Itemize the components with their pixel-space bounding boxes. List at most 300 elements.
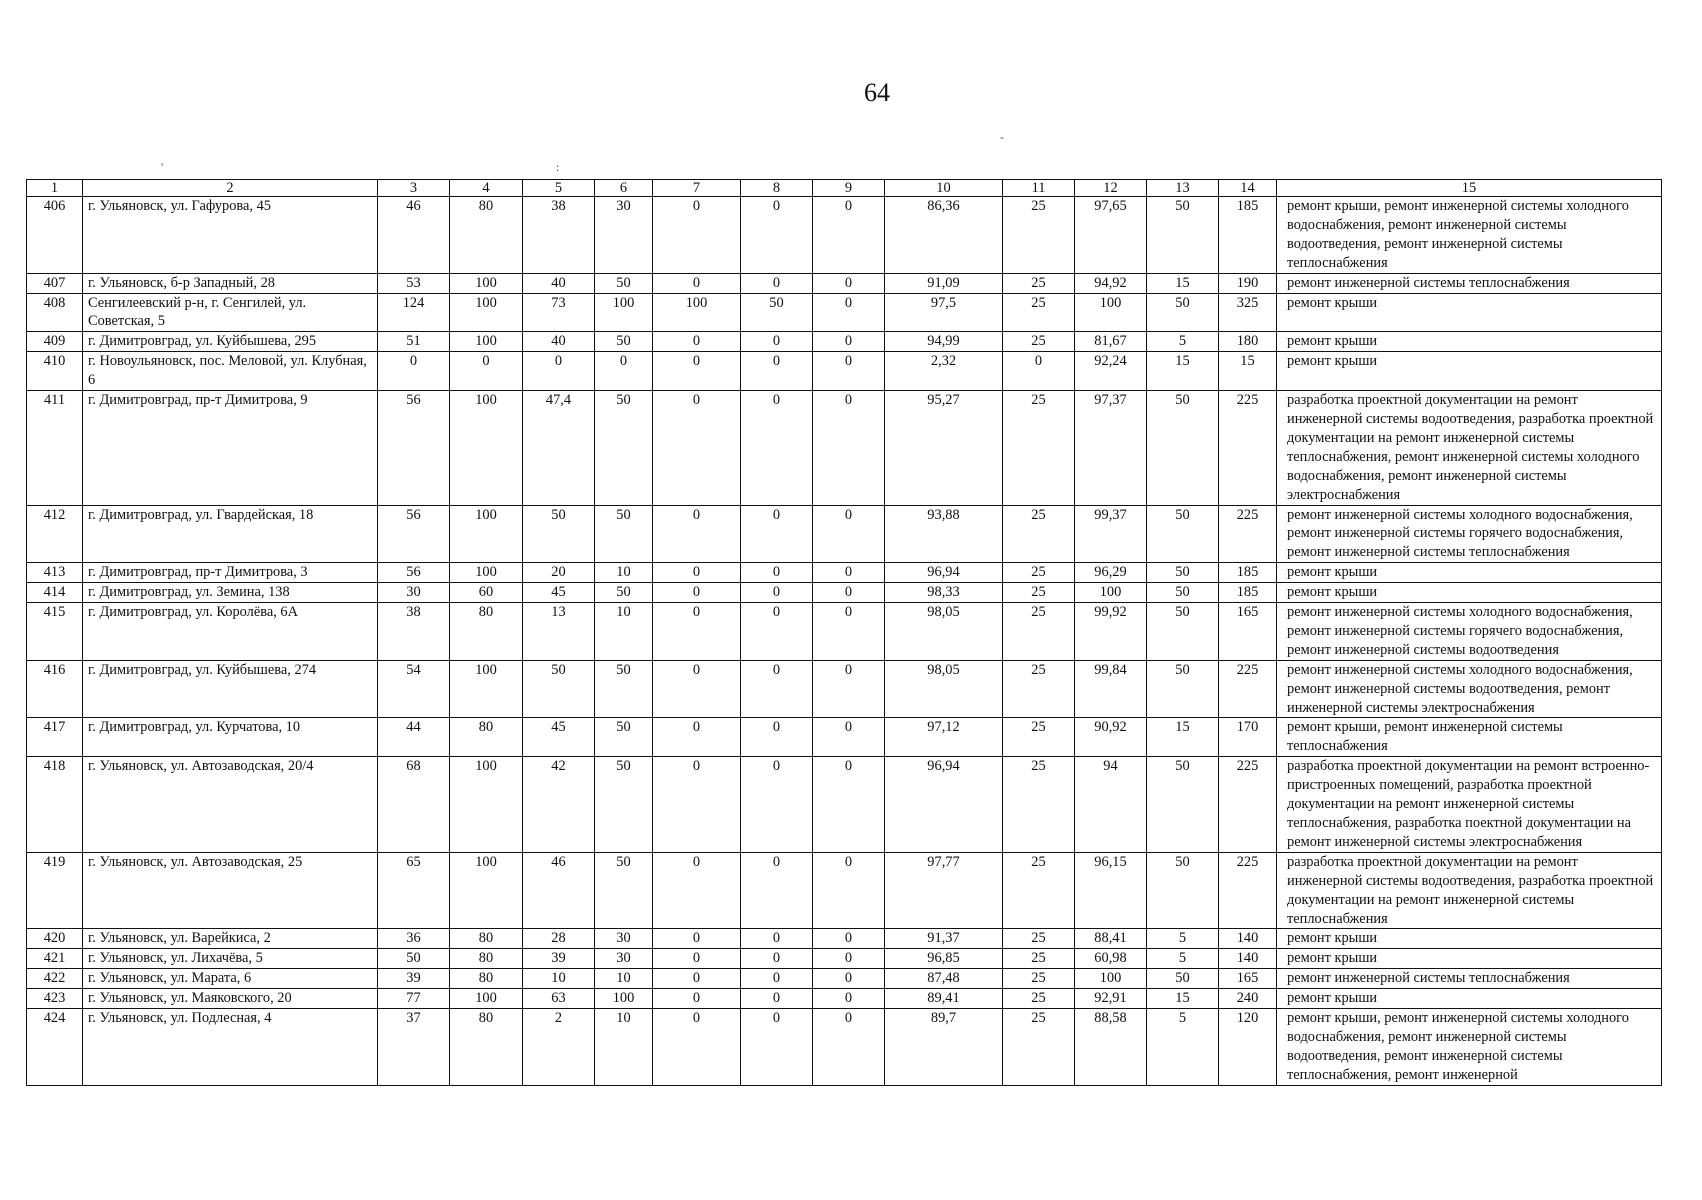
value-cell: 185 [1219,197,1277,274]
value-cell: 50 [1147,391,1219,505]
value-cell: 88,41 [1075,929,1147,949]
address-cell: г. Новоульяновск, пос. Меловой, ул. Клубная, 6 [83,352,378,391]
value-cell: 0 [653,563,741,583]
value-cell: 80 [450,718,523,757]
address-cell: г. Ульяновск, ул. Автозаводская, 20/4 [83,757,378,853]
value-cell: 96,29 [1075,563,1147,583]
value-cell: 56 [378,391,450,505]
value-cell: 81,67 [1075,332,1147,352]
table-row [27,505,1662,563]
value-cell: 0 [813,929,885,949]
value-cell: 25 [1003,273,1075,293]
value-cell: 2 [523,1009,595,1086]
value-cell: 0 [741,197,813,274]
value-cell: 50 [1147,293,1219,332]
value-cell: 100 [450,273,523,293]
value-cell: 5 [1147,949,1219,969]
value-cell: 80 [450,603,523,661]
value-cell: 28 [523,929,595,949]
row-number-cell: 415 [27,603,83,661]
value-cell: 0 [813,852,885,929]
table-header [27,180,1662,197]
row-number-cell: 411 [27,391,83,505]
value-cell: 97,12 [885,718,1003,757]
works-cell: ремонт крыши, ремонт инженерной системы теплоснабжения [1277,718,1662,757]
value-cell: 0 [741,332,813,352]
works-cell: ремонт инженерной системы теплоснабжения [1277,969,1662,989]
value-cell: 95,27 [885,391,1003,505]
value-cell: 0 [741,757,813,853]
address-cell: г. Ульяновск, ул. Марата, 6 [83,969,378,989]
value-cell: 56 [378,505,450,563]
value-cell: 50 [1147,660,1219,718]
value-cell: 87,48 [885,969,1003,989]
works-cell: ремонт крыши [1277,332,1662,352]
row-number-cell: 414 [27,583,83,603]
value-cell: 94,99 [885,332,1003,352]
value-cell: 190 [1219,273,1277,293]
value-cell: 50 [595,757,653,853]
address-cell: г. Димитровград, ул. Гвардейская, 18 [83,505,378,563]
scan-speck: : [556,160,560,174]
value-cell: 10 [595,563,653,583]
address-cell: г. Димитровград, пр-т Димитрова, 9 [83,391,378,505]
value-cell: 0 [741,391,813,505]
value-cell: 50 [595,852,653,929]
table-row [27,718,1662,757]
value-cell: 225 [1219,505,1277,563]
value-cell: 96,94 [885,757,1003,853]
value-cell: 50 [1147,757,1219,853]
value-cell: 25 [1003,1009,1075,1086]
value-cell: 56 [378,563,450,583]
value-cell: 97,5 [885,293,1003,332]
value-cell: 92,91 [1075,989,1147,1009]
address-cell: г. Димитровград, ул. Курчатова, 10 [83,718,378,757]
value-cell: 0 [741,660,813,718]
value-cell: 25 [1003,603,1075,661]
value-cell: 240 [1219,989,1277,1009]
value-cell: 25 [1003,660,1075,718]
works-cell: ремонт инженерной системы холодного водоснабжения, ремонт инженерной системы горячего водоснабжения, ремонт инженерной системы теплоснабжения [1277,505,1662,563]
value-cell: 124 [378,293,450,332]
value-cell: 0 [653,332,741,352]
value-cell: 37 [378,1009,450,1086]
value-cell: 0 [653,949,741,969]
value-cell: 63 [523,989,595,1009]
value-cell: 96,15 [1075,852,1147,929]
value-cell: 25 [1003,989,1075,1009]
address-cell: г. Димитровград, ул. Куйбышева, 274 [83,660,378,718]
value-cell: 0 [653,757,741,853]
value-cell: 0 [741,718,813,757]
value-cell: 10 [595,603,653,661]
value-cell: 100 [450,391,523,505]
value-cell: 25 [1003,391,1075,505]
value-cell: 0 [653,969,741,989]
value-cell: 100 [450,852,523,929]
row-number-cell: 419 [27,852,83,929]
value-cell: 0 [741,969,813,989]
value-cell: 86,36 [885,197,1003,274]
row-number-cell: 416 [27,660,83,718]
value-cell: 0 [741,273,813,293]
value-cell: 36 [378,929,450,949]
value-cell: 0 [741,852,813,929]
value-cell: 42 [523,757,595,853]
value-cell: 100 [595,989,653,1009]
table-row [27,563,1662,583]
table-row [27,273,1662,293]
value-cell: 0 [813,352,885,391]
value-cell: 0 [741,352,813,391]
value-cell: 50 [1147,197,1219,274]
column-header: 12 [1075,180,1147,197]
value-cell: 10 [595,1009,653,1086]
value-cell: 50 [595,660,653,718]
value-cell: 50 [1147,852,1219,929]
row-number-cell: 406 [27,197,83,274]
column-header: 11 [1003,180,1075,197]
address-cell: Сенгилеевский р-н, г. Сенгилей, ул. Советская, 5 [83,293,378,332]
works-cell: разработка проектной документации на ремонт инженерной системы водоотведения, разработка проектной документации на ремонт инженерной системы теплоснабжения [1277,852,1662,929]
value-cell: 96,85 [885,949,1003,969]
value-cell: 25 [1003,197,1075,274]
address-cell: г. Ульяновск, ул. Лихачёва, 5 [83,949,378,969]
table-row [27,989,1662,1009]
value-cell: 25 [1003,718,1075,757]
value-cell: 180 [1219,332,1277,352]
value-cell: 15 [1219,352,1277,391]
value-cell: 50 [1147,583,1219,603]
value-cell: 97,77 [885,852,1003,929]
value-cell: 0 [813,989,885,1009]
value-cell: 170 [1219,718,1277,757]
value-cell: 0 [523,352,595,391]
value-cell: 25 [1003,332,1075,352]
value-cell: 100 [450,332,523,352]
value-cell: 0 [813,718,885,757]
value-cell: 5 [1147,1009,1219,1086]
works-cell: разработка проектной документации на ремонт инженерной системы водоотведения, разработка проектной документации на ремонт инженерной системы теплоснабжения, ремонт инженерной системы холодного водоснабжения, ремонт инженерной системы электроснабжения [1277,391,1662,505]
value-cell: 10 [595,969,653,989]
value-cell: 0 [653,660,741,718]
value-cell: 47,4 [523,391,595,505]
value-cell: 0 [653,989,741,1009]
value-cell: 65 [378,852,450,929]
value-cell: 77 [378,989,450,1009]
value-cell: 0 [653,718,741,757]
value-cell: 99,37 [1075,505,1147,563]
value-cell: 0 [741,505,813,563]
value-cell: 50 [1147,603,1219,661]
address-cell: г. Ульяновск, ул. Варейкиса, 2 [83,929,378,949]
table-row [27,852,1662,929]
table-row [27,949,1662,969]
table-row [27,293,1662,332]
value-cell: 0 [653,273,741,293]
value-cell: 100 [450,757,523,853]
row-number-cell: 407 [27,273,83,293]
column-header: 9 [813,180,885,197]
table-row [27,1009,1662,1086]
address-cell: г. Ульяновск, ул. Гафурова, 45 [83,197,378,274]
works-cell: ремонт крыши, ремонт инженерной системы холодного водоснабжения, ремонт инженерной системы водоотведения, ремонт инженерной системы теплоснабжения [1277,197,1662,274]
value-cell: 185 [1219,563,1277,583]
column-header: 5 [523,180,595,197]
value-cell: 50 [595,332,653,352]
value-cell: 25 [1003,563,1075,583]
value-cell: 89,41 [885,989,1003,1009]
column-header: 7 [653,180,741,197]
works-cell: ремонт инженерной системы холодного водоснабжения, ремонт инженерной системы водоотведения, ремонт инженерной системы электроснабжения [1277,660,1662,718]
value-cell: 0 [813,391,885,505]
works-cell: разработка проектной документации на ремонт встроенно-пристроенных помещений, разработка проектной документации на ремонт инженерной системы теплоснабжения, разработка поектной документации на ремонт инженерной системы электроснабжения [1277,757,1662,853]
value-cell: 0 [741,989,813,1009]
value-cell: 100 [653,293,741,332]
header-row [27,180,1662,197]
value-cell: 0 [1003,352,1075,391]
value-cell: 60,98 [1075,949,1147,969]
value-cell: 120 [1219,1009,1277,1086]
value-cell: 0 [741,583,813,603]
value-cell: 225 [1219,852,1277,929]
scan-speck: ' [161,160,164,174]
address-cell: г. Димитровград, ул. Куйбышева, 295 [83,332,378,352]
row-number-cell: 409 [27,332,83,352]
value-cell: 15 [1147,273,1219,293]
value-cell: 73 [523,293,595,332]
value-cell: 225 [1219,757,1277,853]
column-header: 8 [741,180,813,197]
row-number-cell: 420 [27,929,83,949]
value-cell: 5 [1147,332,1219,352]
value-cell: 0 [813,949,885,969]
value-cell: 25 [1003,583,1075,603]
value-cell: 225 [1219,391,1277,505]
table-row [27,660,1662,718]
value-cell: 0 [741,949,813,969]
value-cell: 80 [450,949,523,969]
value-cell: 98,33 [885,583,1003,603]
value-cell: 25 [1003,969,1075,989]
address-cell: г. Ульяновск, б-р Западный, 28 [83,273,378,293]
table-row [27,352,1662,391]
value-cell: 25 [1003,852,1075,929]
works-cell: ремонт крыши [1277,949,1662,969]
value-cell: 10 [523,969,595,989]
value-cell: 40 [523,273,595,293]
value-cell: 0 [653,603,741,661]
value-cell: 51 [378,332,450,352]
address-cell: г. Димитровград, ул. Земина, 138 [83,583,378,603]
value-cell: 94 [1075,757,1147,853]
value-cell: 15 [1147,989,1219,1009]
value-cell: 97,37 [1075,391,1147,505]
value-cell: 2,32 [885,352,1003,391]
value-cell: 0 [741,603,813,661]
value-cell: 140 [1219,929,1277,949]
value-cell: 50 [378,949,450,969]
value-cell: 13 [523,603,595,661]
value-cell: 50 [741,293,813,332]
value-cell: 40 [523,332,595,352]
table-row [27,929,1662,949]
works-cell: ремонт инженерной системы теплоснабжения [1277,273,1662,293]
value-cell: 140 [1219,949,1277,969]
table-row [27,969,1662,989]
value-cell: 30 [595,929,653,949]
row-number-cell: 410 [27,352,83,391]
address-cell: г. Димитровград, ул. Королёва, 6А [83,603,378,661]
table-row [27,197,1662,274]
value-cell: 0 [813,583,885,603]
works-cell: ремонт инженерной системы холодного водоснабжения, ремонт инженерной системы горячего водоснабжения, ремонт инженерной системы водоотведения [1277,603,1662,661]
value-cell: 38 [378,603,450,661]
value-cell: 80 [450,1009,523,1086]
value-cell: 39 [378,969,450,989]
value-cell: 45 [523,583,595,603]
works-cell: ремонт крыши [1277,352,1662,391]
value-cell: 15 [1147,352,1219,391]
value-cell: 25 [1003,757,1075,853]
works-cell: ремонт крыши, ремонт инженерной системы холодного водоснабжения, ремонт инженерной системы водоотведения, ремонт инженерной системы теплоснабжения, ремонт инженерной [1277,1009,1662,1086]
value-cell: 25 [1003,505,1075,563]
value-cell: 185 [1219,583,1277,603]
value-cell: 0 [653,1009,741,1086]
value-cell: 25 [1003,929,1075,949]
page-number: 64 [864,78,890,107]
table-row [27,391,1662,505]
value-cell: 50 [1147,969,1219,989]
value-cell: 0 [741,929,813,949]
value-cell: 0 [813,757,885,853]
value-cell: 100 [450,293,523,332]
value-cell: 100 [450,989,523,1009]
value-cell: 5 [1147,929,1219,949]
value-cell: 0 [741,563,813,583]
value-cell: 0 [378,352,450,391]
value-cell: 30 [378,583,450,603]
value-cell: 45 [523,718,595,757]
table-row [27,603,1662,661]
value-cell: 0 [813,273,885,293]
value-cell: 96,94 [885,563,1003,583]
value-cell: 0 [741,1009,813,1086]
value-cell: 98,05 [885,660,1003,718]
value-cell: 0 [653,352,741,391]
value-cell: 80 [450,969,523,989]
value-cell: 54 [378,660,450,718]
value-cell: 165 [1219,603,1277,661]
value-cell: 99,92 [1075,603,1147,661]
value-cell: 325 [1219,293,1277,332]
value-cell: 50 [1147,505,1219,563]
value-cell: 0 [813,197,885,274]
row-number-cell: 424 [27,1009,83,1086]
value-cell: 165 [1219,969,1277,989]
address-cell: г. Димитровград, пр-т Димитрова, 3 [83,563,378,583]
column-header: 3 [378,180,450,197]
address-cell: г. Ульяновск, ул. Подлесная, 4 [83,1009,378,1086]
column-header: 14 [1219,180,1277,197]
value-cell: 0 [653,583,741,603]
row-number-cell: 418 [27,757,83,853]
column-header: 6 [595,180,653,197]
value-cell: 89,7 [885,1009,1003,1086]
value-cell: 53 [378,273,450,293]
value-cell: 50 [595,583,653,603]
value-cell: 80 [450,929,523,949]
address-cell: г. Ульяновск, ул. Маяковского, 20 [83,989,378,1009]
table-row [27,583,1662,603]
value-cell: 225 [1219,660,1277,718]
works-cell: ремонт крыши [1277,293,1662,332]
column-header: 4 [450,180,523,197]
works-cell: ремонт крыши [1277,989,1662,1009]
value-cell: 0 [813,505,885,563]
value-cell: 100 [1075,293,1147,332]
row-number-cell: 423 [27,989,83,1009]
row-number-cell: 413 [27,563,83,583]
row-number-cell: 408 [27,293,83,332]
value-cell: 50 [523,660,595,718]
value-cell: 0 [813,293,885,332]
row-number-cell: 421 [27,949,83,969]
works-cell: ремонт крыши [1277,563,1662,583]
value-cell: 80 [450,197,523,274]
value-cell: 88,58 [1075,1009,1147,1086]
column-header: 15 [1277,180,1662,197]
value-cell: 30 [595,949,653,969]
value-cell: 100 [595,293,653,332]
value-cell: 0 [653,852,741,929]
value-cell: 44 [378,718,450,757]
works-cell: ремонт крыши [1277,929,1662,949]
value-cell: 50 [1147,563,1219,583]
value-cell: 39 [523,949,595,969]
value-cell: 0 [653,197,741,274]
column-header: 10 [885,180,1003,197]
value-cell: 46 [378,197,450,274]
value-cell: 50 [595,718,653,757]
table-row [27,757,1662,853]
value-cell: 93,88 [885,505,1003,563]
table-row [27,332,1662,352]
value-cell: 0 [653,391,741,505]
value-cell: 90,92 [1075,718,1147,757]
value-cell: 15 [1147,718,1219,757]
value-cell: 100 [450,660,523,718]
value-cell: 25 [1003,293,1075,332]
value-cell: 0 [813,332,885,352]
value-cell: 0 [813,969,885,989]
value-cell: 0 [813,1009,885,1086]
value-cell: 0 [813,660,885,718]
value-cell: 50 [595,391,653,505]
value-cell: 0 [595,352,653,391]
column-header: 2 [83,180,378,197]
value-cell: 94,92 [1075,273,1147,293]
value-cell: 100 [450,563,523,583]
data-table [26,179,1662,1086]
scan-speck: - [1000,130,1004,144]
value-cell: 91,37 [885,929,1003,949]
value-cell: 91,09 [885,273,1003,293]
value-cell: 98,05 [885,603,1003,661]
value-cell: 30 [595,197,653,274]
value-cell: 0 [450,352,523,391]
